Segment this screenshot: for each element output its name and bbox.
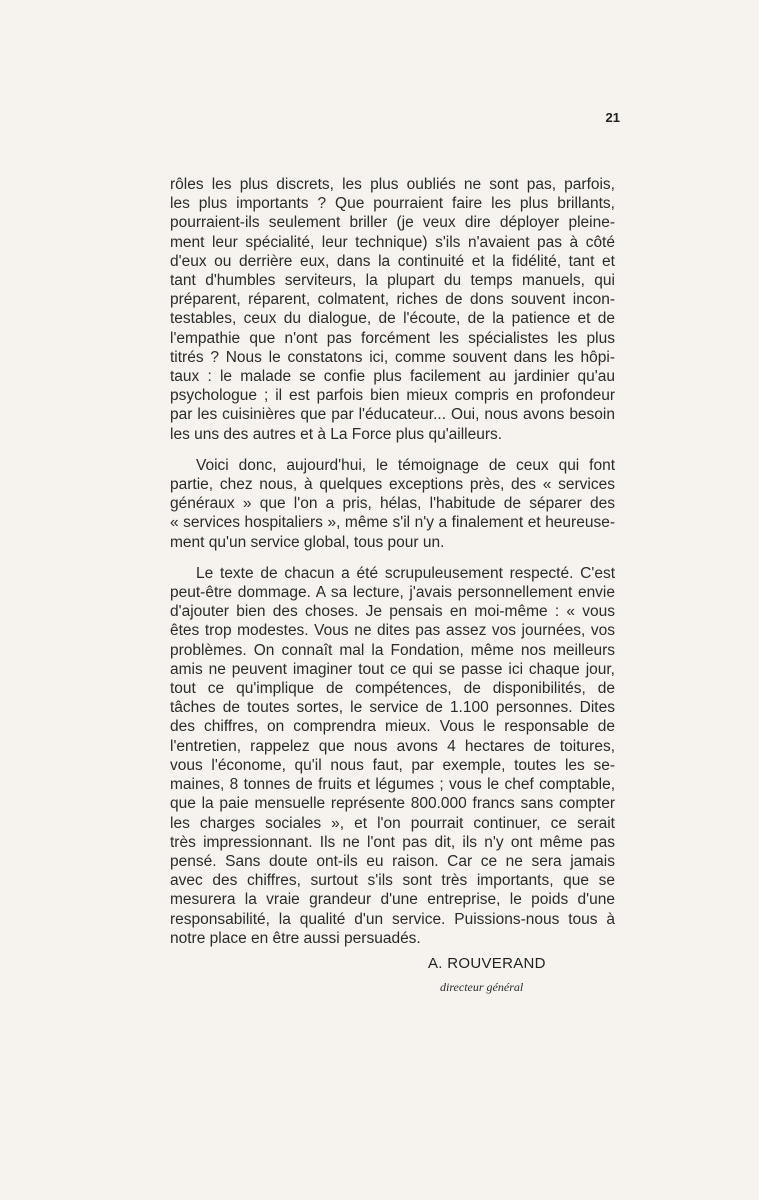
text-line: d'eux ou derrière eux, dans la continuité et la fidélité, tant et [170, 252, 615, 270]
text-line: tant d'humbles serviteurs, la plupart du temps manuels, qui [170, 272, 615, 290]
text-line: mesurera la vraie grandeur d'une entreprise, le poids d'une [170, 891, 615, 909]
text-line: peut-être dommage. A sa lecture, j'avais personnellement envie [170, 584, 615, 602]
text-line: l'empathie que n'ont pas forcément les spécialistes les plus [170, 329, 615, 347]
text-line: par les cuisinières que par l'éducateur... Oui, nous avons besoin [170, 406, 615, 424]
text-line: problèmes. On connaît mal la Fondation, même nos meilleurs [170, 641, 615, 659]
text-line: avec des chiffres, surtout s'ils sont très importants, que se [170, 872, 615, 890]
text-line: Le texte de chacun a été scrupuleusement respecté. C'est [196, 564, 615, 582]
text-line: vous l'économe, qu'il nous faut, par exemple, toutes les se- [170, 756, 615, 774]
text-line: rôles les plus discrets, les plus oubliés ne sont pas, parfois, [170, 176, 615, 193]
text-line: tâches de toutes sortes, le service de 1.100 personnes. Dites [170, 699, 615, 717]
paragraph-3 [170, 564, 615, 948]
page-number: 21 [605, 110, 620, 125]
text-line: très impressionnant. Ils ne l'ont pas dit, ils n'y ont même pas [170, 833, 615, 851]
text-line: les charges sociales », et l'on pourrait continuer, ce serait [170, 814, 615, 832]
text-line: ment leur spécialité, leur technique) s'ils n'avaient pas à côté [170, 233, 615, 251]
text-line: Voici donc, aujourd'hui, le témoignage de ceux qui font [196, 456, 615, 474]
paragraph-1 [170, 175, 615, 444]
signature-name: A. ROUVERAND [428, 955, 546, 972]
text-line: partie, chez nous, à quelques exceptions près, des « services [170, 476, 615, 494]
text-line: ment qu'un service global, tous pour un. [170, 533, 445, 551]
text-line: testables, ceux du dialogue, de l'écoute, de la patience et de [170, 310, 615, 328]
body-text [170, 175, 615, 948]
text-line: pourraient-ils seulement briller (je veux dire déployer pleine- [170, 214, 615, 232]
paragraph-2 [170, 456, 615, 552]
text-line: amis ne peuvent imaginer tout ce qui se passe ici chaque jour, [170, 660, 615, 678]
text-line: tout ce qu'implique de compétences, de disponibilités, de [170, 680, 615, 698]
text-line: psychologue ; il est parfois bien mieux compris en profondeur [170, 387, 615, 405]
text-line: l'entretien, rappelez que nous avons 4 hectares de toitures, [170, 737, 615, 755]
text-line: pensé. Sans doute ont-ils eu raison. Car ce ne sera jamais [170, 852, 615, 870]
text-line: généraux » que l'on a pris, hélas, l'habitude de séparer des [170, 495, 615, 513]
text-line: préparent, réparent, colmatent, riches de dons souvent incon- [170, 291, 615, 309]
text-line: taux : le malade se confie plus facilement au jardinier qu'au [170, 368, 615, 386]
signature-title: directeur général [440, 980, 524, 994]
text-line: maines, 8 tonnes de fruits et légumes ; vous le chef comptable, [170, 776, 615, 794]
text-line: d'ajouter bien des choses. Je pensais en moi-même : « vous [170, 603, 615, 621]
text-line: notre place en être aussi persuadés. [170, 929, 421, 947]
text-line: les plus importants ? Que pourraient faire les plus brillants, [170, 195, 615, 213]
text-line: que la paie mensuelle représente 800.000 francs sans compter [170, 795, 615, 813]
text-line: titrés ? Nous le constatons ici, comme souvent dans les hôpi- [170, 348, 615, 366]
text-line: des chiffres, on comprendra mieux. Vous le responsable de [170, 718, 615, 736]
text-line: êtes trop modestes. Vous ne dites pas assez vos journées, vos [170, 622, 615, 640]
text-line: « services hospitaliers », même s'il n'y a finalement et heureuse- [170, 514, 615, 532]
text-line: les uns des autres et à La Force plus qu'ailleurs. [170, 425, 503, 443]
text-line: responsabilité, la qualité d'un service. Puissions-nous tous à [170, 910, 615, 928]
